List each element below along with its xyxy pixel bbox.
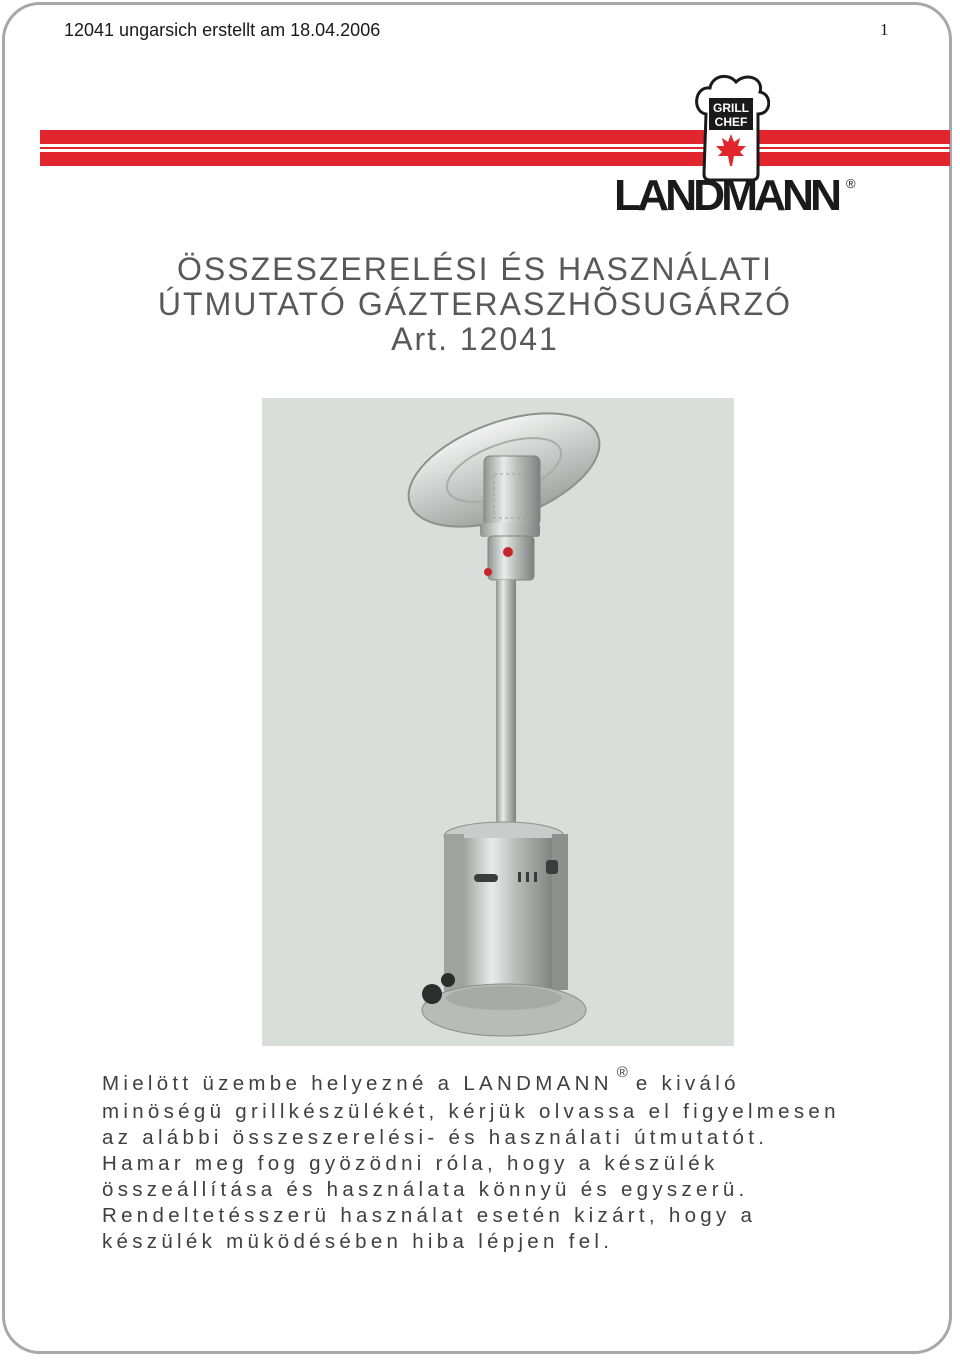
red-stripe-band: [40, 130, 950, 166]
landmann-brand-logo: [614, 172, 864, 216]
intro-line-5: összeállítása és használata könnyü és egyszerü.: [102, 1178, 749, 1201]
title-line-3: Art. 12041: [391, 321, 559, 357]
grill-chef-logo-icon: [692, 74, 770, 182]
intro-line-2: minöségü grillkészülékét, kérjük olvassa el figyelmesen: [102, 1100, 840, 1123]
intro-line-3: az alábbi összeszerelési- és használati útmutatót.: [102, 1126, 769, 1149]
intro-line-1-start: Mielött üzembe helyezné a LANDMANN: [102, 1072, 613, 1095]
intro-line-7: készülék müködésében hiba lépjen fel.: [102, 1230, 614, 1253]
document-header: 12041 ungarsich erstellt am 18.04.2006: [64, 20, 381, 40]
brand-registered-mark: ®: [846, 176, 856, 191]
intro-line-1: [102, 1064, 902, 1099]
intro-line-4: Hamar meg fog gyözödni róla, hogy a készülék: [102, 1152, 719, 1175]
intro-line-1-end: e kiváló: [635, 1072, 740, 1095]
page-number: 1: [880, 20, 889, 39]
patio-heater-photo: [262, 398, 734, 1046]
intro-registered-mark: ®: [616, 1064, 628, 1081]
title-line-1: ÖSSZESZERELÉSI ÉS HASZNÁLATI: [177, 251, 773, 287]
title-line-2: ÚTMUTATÓ GÁZTERASZHÕSUGÁRZÓ: [157, 286, 793, 322]
introduction-paragraph: [102, 1064, 902, 1255]
brand-name: LANDMANN: [614, 172, 840, 216]
document-title: [0, 252, 950, 357]
logo-chef-text: CHEF: [714, 115, 748, 129]
logo-grill-text: GRILL: [713, 101, 749, 115]
intro-line-6: Rendeltetésszerü használat esetén kizárt, hogy a: [102, 1204, 757, 1227]
